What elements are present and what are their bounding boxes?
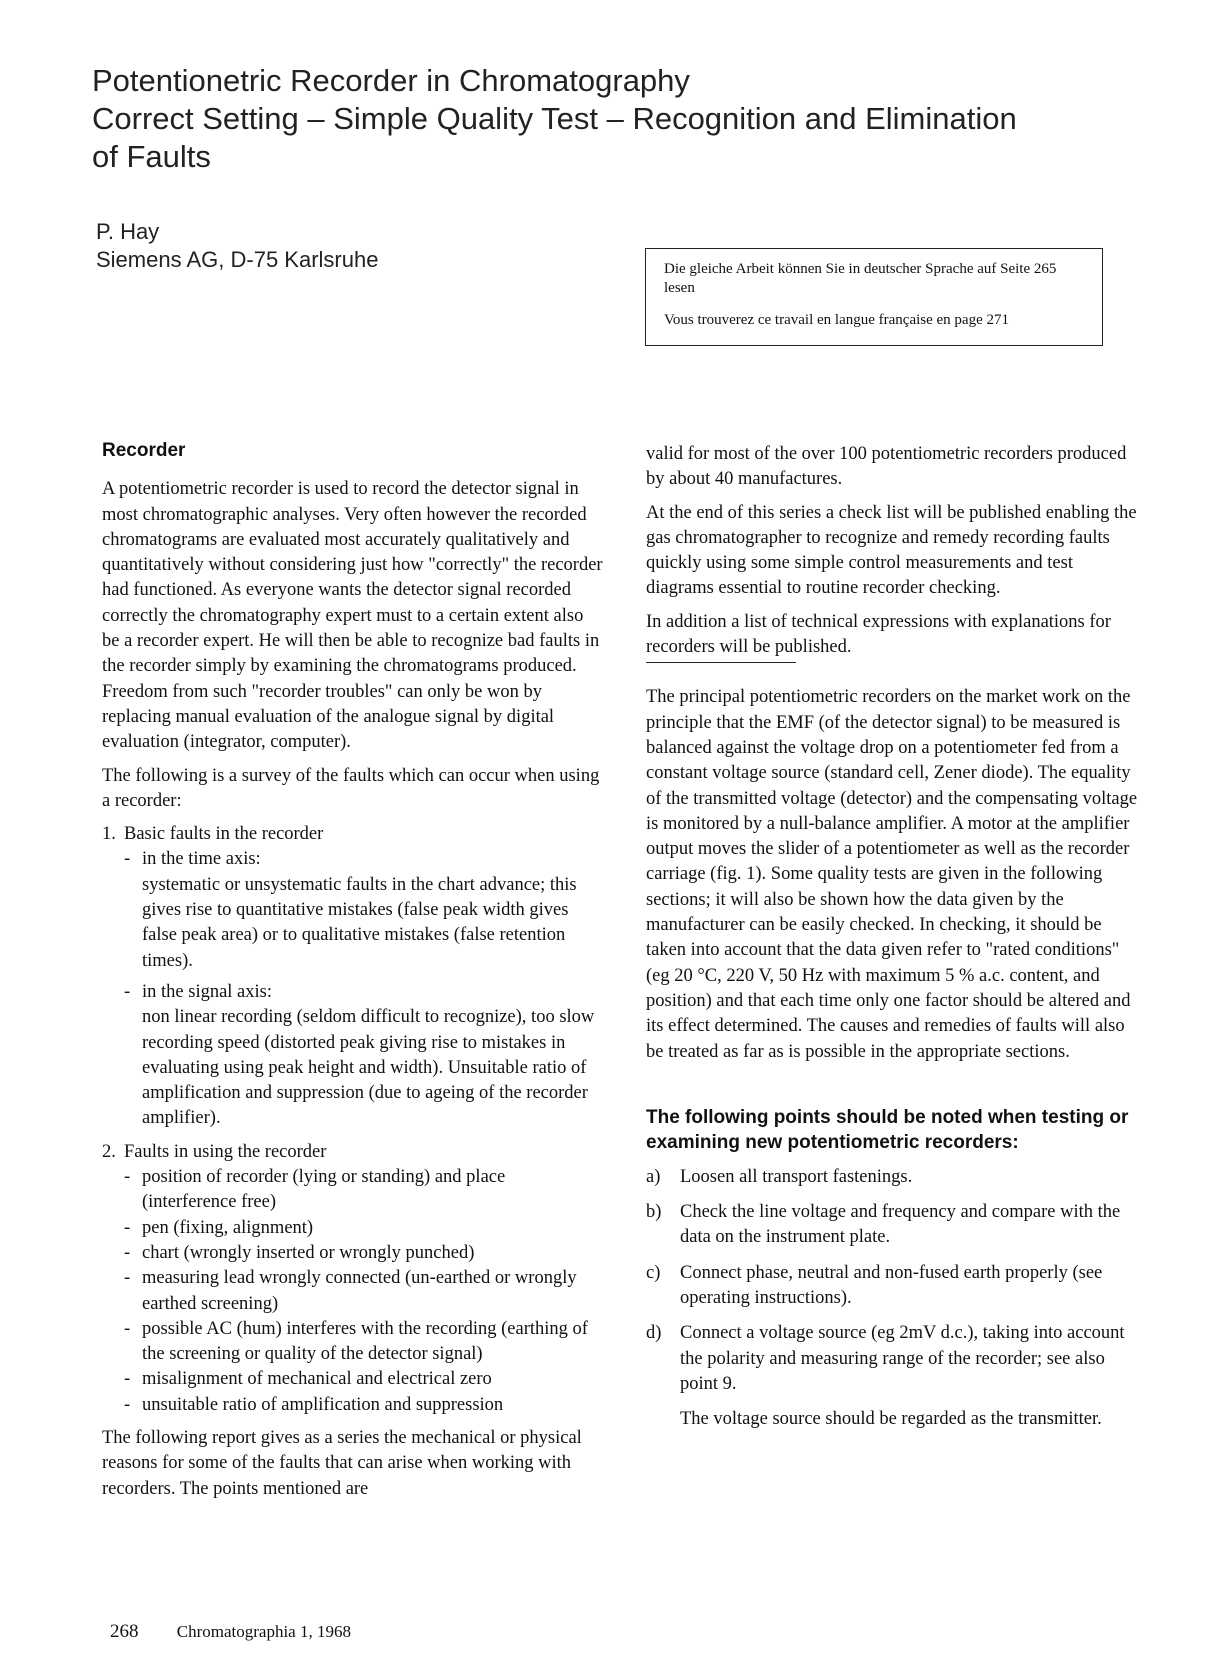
sub-item-text: chart (wrongly inserted or wrongly punched)	[142, 1242, 475, 1263]
lettered-list-item	[646, 1261, 1142, 1312]
paragraph: A potentiometric recorder is used to record the detector signal in most chromatographic analyses. Very often however the recorded chromatograms are evaluated most accurately qualitatively and quantitatively without considering just how "correctly" the recorder had functioned. As everyone wants the detector signal recorded correctly the chromatography expert must to a certain extent also be a recorder expert. He will then be able to recognize bad faults in the recorder simply by examining the chromatograms produced. Freedom from such "recorder troubles" can only be won by replacing manual evaluation of the analogue signal by digital evaluation (integrator, computer).	[102, 479, 603, 753]
journal-citation: Chromatographia 1, 1968	[176, 1622, 351, 1641]
sub-item	[102, 1393, 604, 1418]
dash-bullet: -	[124, 1268, 131, 1289]
sub-item-text: measuring lead wrongly connected (un-earthed or wrongly earthed screening)	[142, 1268, 577, 1314]
list-letter: d)	[646, 1323, 662, 1344]
dash-bullet: -	[124, 1167, 131, 1188]
paragraph: At the end of this series a check list will be published enabling the gas chromatographer to recognize and remedy recording faults quickly using some simple control measurements and test diagrams essential to routine recorder checking.	[646, 502, 1137, 599]
sub-item	[102, 1367, 604, 1392]
sub-item	[102, 1216, 604, 1241]
list-item-text: Connect phase, neutral and non-fused earth properly (see operating instructions).	[680, 1262, 1103, 1309]
sub-item	[102, 847, 604, 872]
title-line-3: of Faults	[92, 139, 211, 174]
list-item-text: Check the line voltage and frequency and compare with the data on the instrument plate.	[680, 1202, 1121, 1248]
lettered-list-item	[646, 1165, 1142, 1190]
numbered-list-item	[102, 1140, 604, 1165]
sub-item-description: systematic or unsystematic faults in the chart advance; this gives rise to quantitative mistakes (false peak width gives false peak area) or to qualitative mistakes (false retention times).	[142, 874, 577, 971]
dash-bullet: -	[124, 1369, 131, 1390]
dash-bullet: -	[124, 1217, 131, 1238]
list-item-text: Loosen all transport fastenings.	[680, 1166, 913, 1187]
notice-french: Vous trouverez ce travail en langue française en page 271	[664, 312, 1009, 328]
title-line-1: Potentionetric Recorder in Chromatography	[92, 63, 690, 98]
author-name: P. Hay	[96, 219, 160, 244]
sub-item-text: pen (fixing, alignment)	[142, 1217, 314, 1238]
sub-item-label: in the signal axis:	[142, 981, 272, 1002]
article-title	[92, 62, 1172, 176]
list-label: Faults in using the recorder	[124, 1141, 327, 1162]
sub-item	[102, 1317, 604, 1368]
sub-item	[102, 980, 604, 1005]
numbered-list-item	[102, 822, 604, 847]
paragraph: The following is a survey of the faults which can occur when using a recorder:	[102, 765, 600, 811]
list-label: Basic faults in the recorder	[124, 824, 324, 845]
list-letter: a)	[646, 1166, 661, 1187]
title-line-2: Correct Setting – Simple Quality Test – Recognition and Elimination	[92, 101, 1017, 136]
section-divider	[646, 662, 796, 663]
dash-bullet: -	[124, 1394, 131, 1415]
dash-bullet: -	[124, 1318, 131, 1339]
sub-item-text: position of recorder (lying or standing) and place (interference free)	[142, 1167, 506, 1213]
sub-item-description: non linear recording (seldom difficult to recognize), too slow recording speed (distorted peak giving rise to mistakes in evaluating using peak height and width). Unsuitable ratio of amplification and suppression (due to ageing of the recorder amplifier).	[142, 1007, 595, 1129]
author-block	[96, 218, 378, 274]
list-number: 2.	[102, 1141, 116, 1162]
paragraph: In addition a list of technical expressions with explanations for recorders will be published.	[646, 611, 1111, 658]
notice-german: Die gleiche Arbeit können Sie in deutscher Sprache auf Seite 265 lesen	[664, 261, 1057, 296]
paragraph: The principal potentiometric recorders on the market work on the principle that the EMF (of the detector signal) to be measured is balanced against the voltage drop on a potentiometer fed from a constant voltage source (standard cell, Zener diode). The equality of the transmitted voltage (detector) and the compensating voltage is monitored by a null-balance amplifier. A motor at the amplifier output moves the slider of a potentiometer as well as the recorder carriage (fig. 1). Some quality tests are given in the following sections; it will also be shown how the data given by the manufacturer can be easily checked. In checking, it should be taken into account that the data given refer to "rated conditions" (eg 20 °C, 220 V, 50 Hz with maximum 5 % a.c. content, and position) and that each time only one factor should be altered and its effect determined. The causes and remedies of faults will also be treated as far as is possible in the appropriate sections.	[646, 687, 1138, 1062]
sub-item	[102, 1266, 604, 1317]
list-number: 1.	[102, 824, 116, 845]
sub-item-text: unsuitable ratio of amplification and suppression	[142, 1394, 504, 1415]
list-letter: c)	[646, 1262, 661, 1283]
lettered-list-item	[646, 1200, 1142, 1251]
list-item-text: Connect a voltage source (eg 2mV d.c.), taking into account the polarity and measuring range of the recorder; see also point 9.	[680, 1323, 1125, 1394]
sub-item-text: possible AC (hum) interferes with the recording (earthing of the screening or quality of the detector signal)	[142, 1318, 588, 1365]
author-affiliation: Siemens AG, D-75 Karlsruhe	[96, 247, 379, 272]
dash-bullet: -	[124, 1242, 131, 1263]
points-heading: The following points should be noted when testing or examining new potentiometric recorders:	[646, 1106, 1129, 1153]
sub-item-label: in the time axis:	[142, 849, 261, 870]
right-column	[646, 442, 1142, 1433]
list-letter: b)	[646, 1202, 662, 1223]
sub-item-text: misalignment of mechanical and electrical zero	[142, 1369, 492, 1390]
list-item-continuation: The voltage source should be regarded as the transmitter.	[680, 1409, 1102, 1430]
sub-item	[102, 1241, 604, 1266]
paragraph: valid for most of the over 100 potentiometric recorders produced by about 40 manufactures.	[646, 444, 1127, 490]
paragraph: The following report gives as a series the mechanical or physical reasons for some of the faults that can arise when working with recorders. The points mentioned are	[102, 1427, 582, 1499]
section-heading: Recorder	[102, 440, 186, 461]
lettered-list-item	[646, 1321, 1142, 1397]
language-notice-box	[645, 248, 1103, 346]
left-column	[102, 438, 604, 1510]
dash-bullet: -	[124, 981, 131, 1002]
page-footer	[110, 1621, 351, 1643]
page-number: 268	[110, 1621, 139, 1642]
sub-item	[102, 1165, 604, 1216]
dash-bullet: -	[124, 849, 131, 870]
